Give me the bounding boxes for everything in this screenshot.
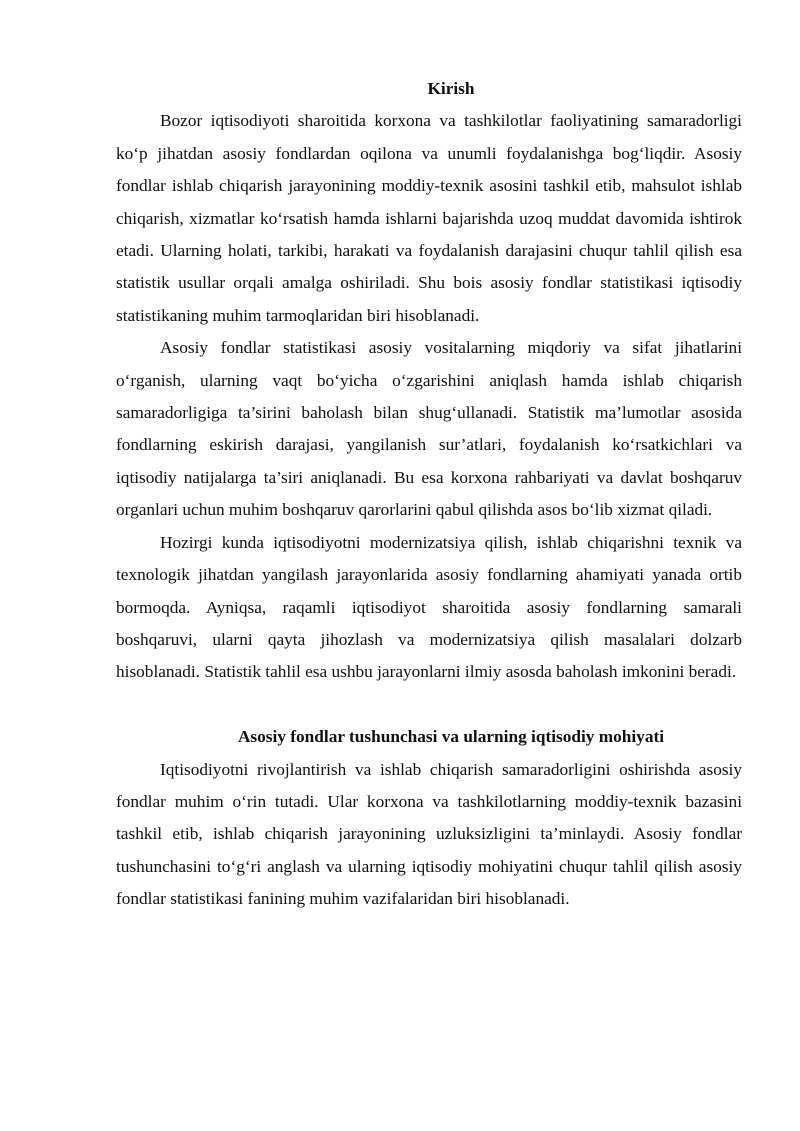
page-title: Kirish — [427, 79, 475, 98]
section-heading: Asosiy fondlar tushunchasi va ularning iqtisodiy mohiyati — [237, 727, 665, 747]
intro-paragraph: Hozirgi kunda iqtisodiyotni modernizatsiya qilish, ishlab chiqarishni texnik va texnologik jihatdan yangilash jarayonlarida asosiy fondlarning ahamiyati yanada ortib bormoqda. Ayniqsa, raqamli iqtisodiyot sharoitida asosiy fondlarning samarali boshqaruvi, ularni qayta jihozlash va modernizatsiya qilish masalalari dolzarb hisoblanadi. Statistik tahlil esa ushbu jarayonlarni ilmiy asosda baholash imkonini beradi. — [116, 532, 742, 682]
intro-paragraph: Bozor iqtisodiyoti sharoitida korxona va tashkilotlar faoliyatining samaradorligi ko‘p jihatdan asosiy fondlardan oqilona va unumli foydalanishga bog‘liqdir. Asosiy fondlar ishlab chiqarish jarayonining moddiy-texnik asosini tashkil etib, mahsulot ishlab chiqarish, xizmatlar ko‘rsatish hamda ishlarni bajarishda uzoq muddat davomida ishtirok etadi. Ularning holati, tarkibi, harakati va foydalanish darajasini chuqur tahlil qilish esa statistik usullar orqali amalga oshiriladi. Shu bois asosiy fondlar statistikasi iqtisodiy statistikaning muhim tarmoqlaridan biri hisoblanadi. — [116, 111, 742, 325]
document-body — [116, 73, 742, 916]
section-spacer — [116, 689, 742, 721]
section-paragraph: Iqtisodiyotni rivojlantirish va ishlab chiqarish samaradorligini oshirishda asosiy fondlar muhim o‘rin tutadi. Ular korxona va tashkilotlarning moddiy-texnik bazasini tashkil etib, ishlab chiqarish jarayonining uzluksizligini ta’minlaydi. Asosiy fondlar tushunchasini to‘g‘ri anglash va ularning iqtisodiy mohiyatini chuqur tahlil qilish asosiy fondlar statistikasi fanining muhim vazifalaridan biri hisoblanadi. — [116, 759, 742, 909]
intro-paragraph: Asosiy fondlar statistikasi asosiy vositalarning miqdoriy va sifat jihatlarini o‘rganish, ularning vaqt bo‘yicha o‘zgarishini aniqlash hamda ishlab chiqarish samaradorligiga ta’sirini baholash bilan shug‘ullanadi. Statistik ma’lumotlar asosida fondlarning eskirish darajasi, yangilanish sur’atlari, foydalanish ko‘rsatkichlari va iqtisodiy natijalarga ta’siri aniqlanadi. Bu esa korxona rahbariyati va davlat boshqaruv organlari uchun muhim boshqaruv qarorlarini qabul qilishda asos bo‘lib xizmat qiladi. — [116, 338, 742, 520]
